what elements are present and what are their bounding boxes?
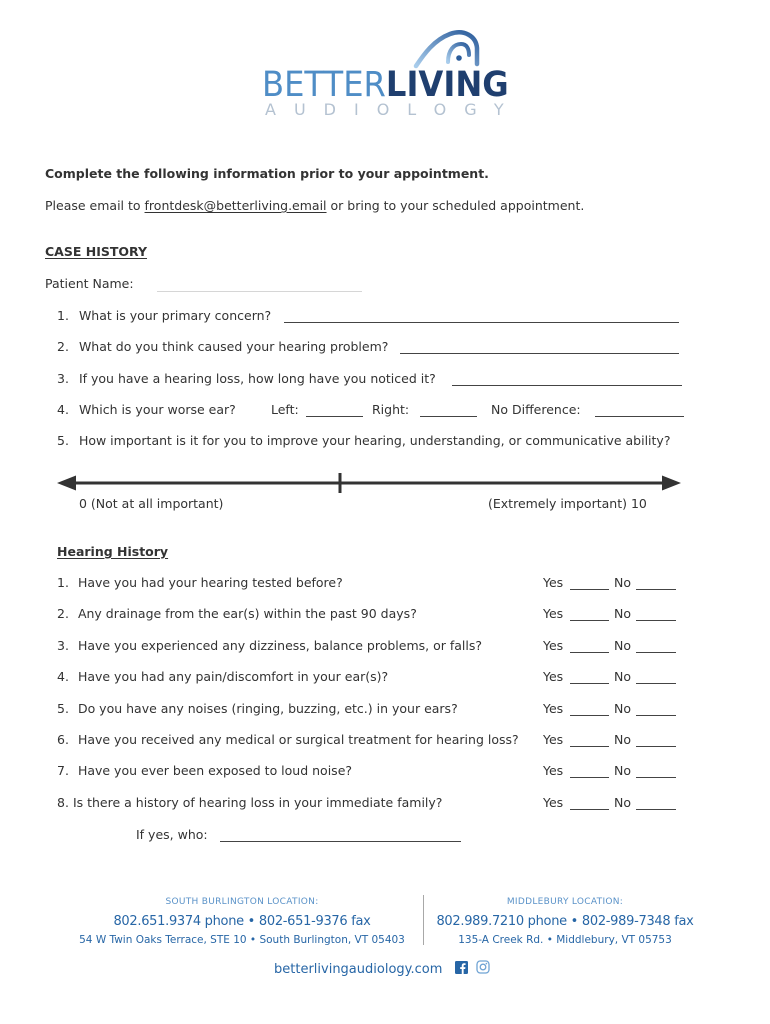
yes-label: Yes (543, 575, 564, 590)
yes-answer-field[interactable] (570, 701, 609, 716)
question-number: 2. (57, 606, 69, 621)
case-question-5 (57, 433, 670, 449)
yes-label: Yes (543, 763, 564, 778)
no-answer-field[interactable] (636, 701, 676, 716)
no-answer-field[interactable] (636, 795, 676, 810)
yes-answer-field[interactable] (570, 575, 609, 590)
family-history-who-field[interactable] (220, 827, 461, 842)
worse-ear-no-difference-label: No Difference: (491, 402, 581, 417)
hearing-loss-duration-field[interactable] (452, 371, 682, 386)
hearing-problem-cause-field[interactable] (400, 339, 679, 354)
patient-name-label: Patient Name: (45, 276, 134, 291)
footer-divider (423, 895, 424, 945)
brand-name-living: LIVING (385, 65, 509, 105)
no-answer-field[interactable] (636, 763, 676, 778)
yes-answer-field[interactable] (570, 732, 609, 747)
no-answer-field[interactable] (636, 575, 676, 590)
no-label: No (614, 795, 631, 810)
email-suffix: or bring to your scheduled appointment. (330, 198, 585, 213)
hearing-question-1 (57, 575, 343, 591)
case-question-3 (57, 371, 436, 387)
scale-midpoint-tick (339, 473, 342, 493)
no-label: No (614, 638, 631, 653)
no-answer-field[interactable] (636, 669, 676, 684)
importance-scale-arrow (55, 469, 685, 497)
hearing-question-5 (57, 701, 458, 717)
case-question-1 (57, 308, 271, 324)
question-number: 5. (57, 433, 69, 448)
question-number: 6. (57, 732, 69, 747)
scale-max-label: (Extremely important) 10 (488, 496, 647, 511)
no-answer-field[interactable] (636, 638, 676, 653)
question-number: 4. (57, 402, 69, 417)
question-text: Have you had any pain/discomfort in your ear(s)? (77, 669, 389, 684)
scale-line (71, 482, 667, 485)
email-link[interactable]: frontdesk@betterliving.email (144, 198, 327, 213)
no-label: No (614, 669, 631, 684)
footer-address: 135-A Creek Rd. • Middlebury, VT 05753 (458, 934, 672, 946)
question-number: 2. (57, 339, 69, 354)
question-number: 3. (57, 371, 69, 386)
no-label: No (614, 763, 631, 778)
case-question-2 (57, 339, 388, 355)
primary-concern-field[interactable] (284, 308, 679, 323)
footer-address: 54 W Twin Oaks Terrace, STE 10 • South Burlington, VT 05403 (79, 934, 405, 946)
left-arrowhead (57, 476, 76, 491)
brand-name (262, 66, 509, 104)
yes-answer-field[interactable] (570, 638, 609, 653)
patient-name-field[interactable] (157, 277, 362, 292)
question-text: What is your primary concern? (78, 308, 272, 323)
yes-label: Yes (543, 606, 564, 621)
hearing-history-title: Hearing History (57, 544, 169, 559)
yes-label: Yes (543, 701, 564, 716)
question-text: What do you think caused your hearing problem? (78, 339, 389, 354)
footer-phone-line: 802.989.7210 phone • 802-989-7348 fax (436, 914, 694, 929)
question-number: 7. (57, 763, 69, 778)
website-link[interactable]: betterlivingaudiology.com (274, 962, 443, 977)
question-number: 5. (57, 701, 69, 716)
footer-location-label: MIDDLEBURY LOCATION: (506, 897, 624, 907)
yes-answer-field[interactable] (570, 763, 609, 778)
no-answer-field[interactable] (636, 606, 676, 621)
question-text: Do you have any noises (ringing, buzzing, etc.) in your ears? (77, 701, 458, 716)
worse-ear-left-label: Left: (271, 402, 299, 417)
footer-location-label: SOUTH BURLINGTON LOCATION: (165, 897, 319, 907)
case-history-title: CASE HISTORY (45, 244, 148, 259)
footer-phone-line: 802.651.9374 phone • 802-651-9376 fax (113, 914, 371, 929)
brand-subtitle: AUDIOLOGY (265, 100, 522, 119)
yes-answer-field[interactable] (570, 795, 609, 810)
facebook-icon[interactable] (455, 961, 468, 974)
email-prefix: Please email to (45, 198, 141, 213)
question-text: Which is your worse ear? (78, 402, 236, 417)
yes-label: Yes (543, 638, 564, 653)
hearing-question-8 (57, 795, 442, 811)
no-answer-field[interactable] (636, 732, 676, 747)
case-question-4 (57, 402, 236, 418)
question-number: 3. (57, 638, 69, 653)
question-text: Have you received any medical or surgical treatment for hearing loss? (77, 732, 519, 747)
yes-label: Yes (543, 669, 564, 684)
question-text: Any drainage from the ear(s) within the past 90 days? (77, 606, 417, 621)
question-text: How important is it for you to improve your hearing, understanding, or communicative ability? (78, 433, 671, 448)
no-label: No (614, 606, 631, 621)
question-text: If you have a hearing loss, how long have you noticed it? (78, 371, 436, 386)
question-number: 1. (57, 575, 69, 590)
email-instructions (45, 198, 584, 214)
family-history-who-label: If yes, who: (136, 827, 208, 842)
question-number: 1. (57, 308, 69, 323)
yes-answer-field[interactable] (570, 669, 609, 684)
question-text: Is there a history of hearing loss in your immediate family? (72, 795, 443, 810)
hearing-question-3 (57, 638, 482, 654)
yes-label: Yes (543, 732, 564, 747)
question-text: Have you ever been exposed to loud noise? (77, 763, 353, 778)
worse-ear-right-label: Right: (372, 402, 410, 417)
hearing-question-4 (57, 669, 388, 685)
hearing-question-7 (57, 763, 352, 779)
no-label: No (614, 701, 631, 716)
no-label: No (614, 575, 631, 590)
worse-ear-left-field[interactable] (306, 402, 363, 417)
scale-min-label: 0 (Not at all important) (79, 496, 224, 511)
instagram-icon[interactable] (476, 960, 490, 974)
hearing-question-2 (57, 606, 417, 622)
brand-name-better: BETTER (262, 65, 386, 105)
question-number: 4. (57, 669, 69, 684)
worse-ear-right-field[interactable] (420, 402, 477, 417)
question-text: Have you had your hearing tested before? (77, 575, 343, 590)
question-text: Have you experienced any dizziness, balance problems, or falls? (77, 638, 483, 653)
question-number: 8. (57, 795, 69, 810)
hearing-question-6 (57, 732, 519, 748)
right-arrowhead (662, 476, 681, 491)
instructions-heading: Complete the following information prior to your appointment. (45, 166, 489, 181)
no-label: No (614, 732, 631, 747)
worse-ear-no-difference-field[interactable] (595, 402, 684, 417)
yes-answer-field[interactable] (570, 606, 609, 621)
yes-label: Yes (543, 795, 564, 810)
